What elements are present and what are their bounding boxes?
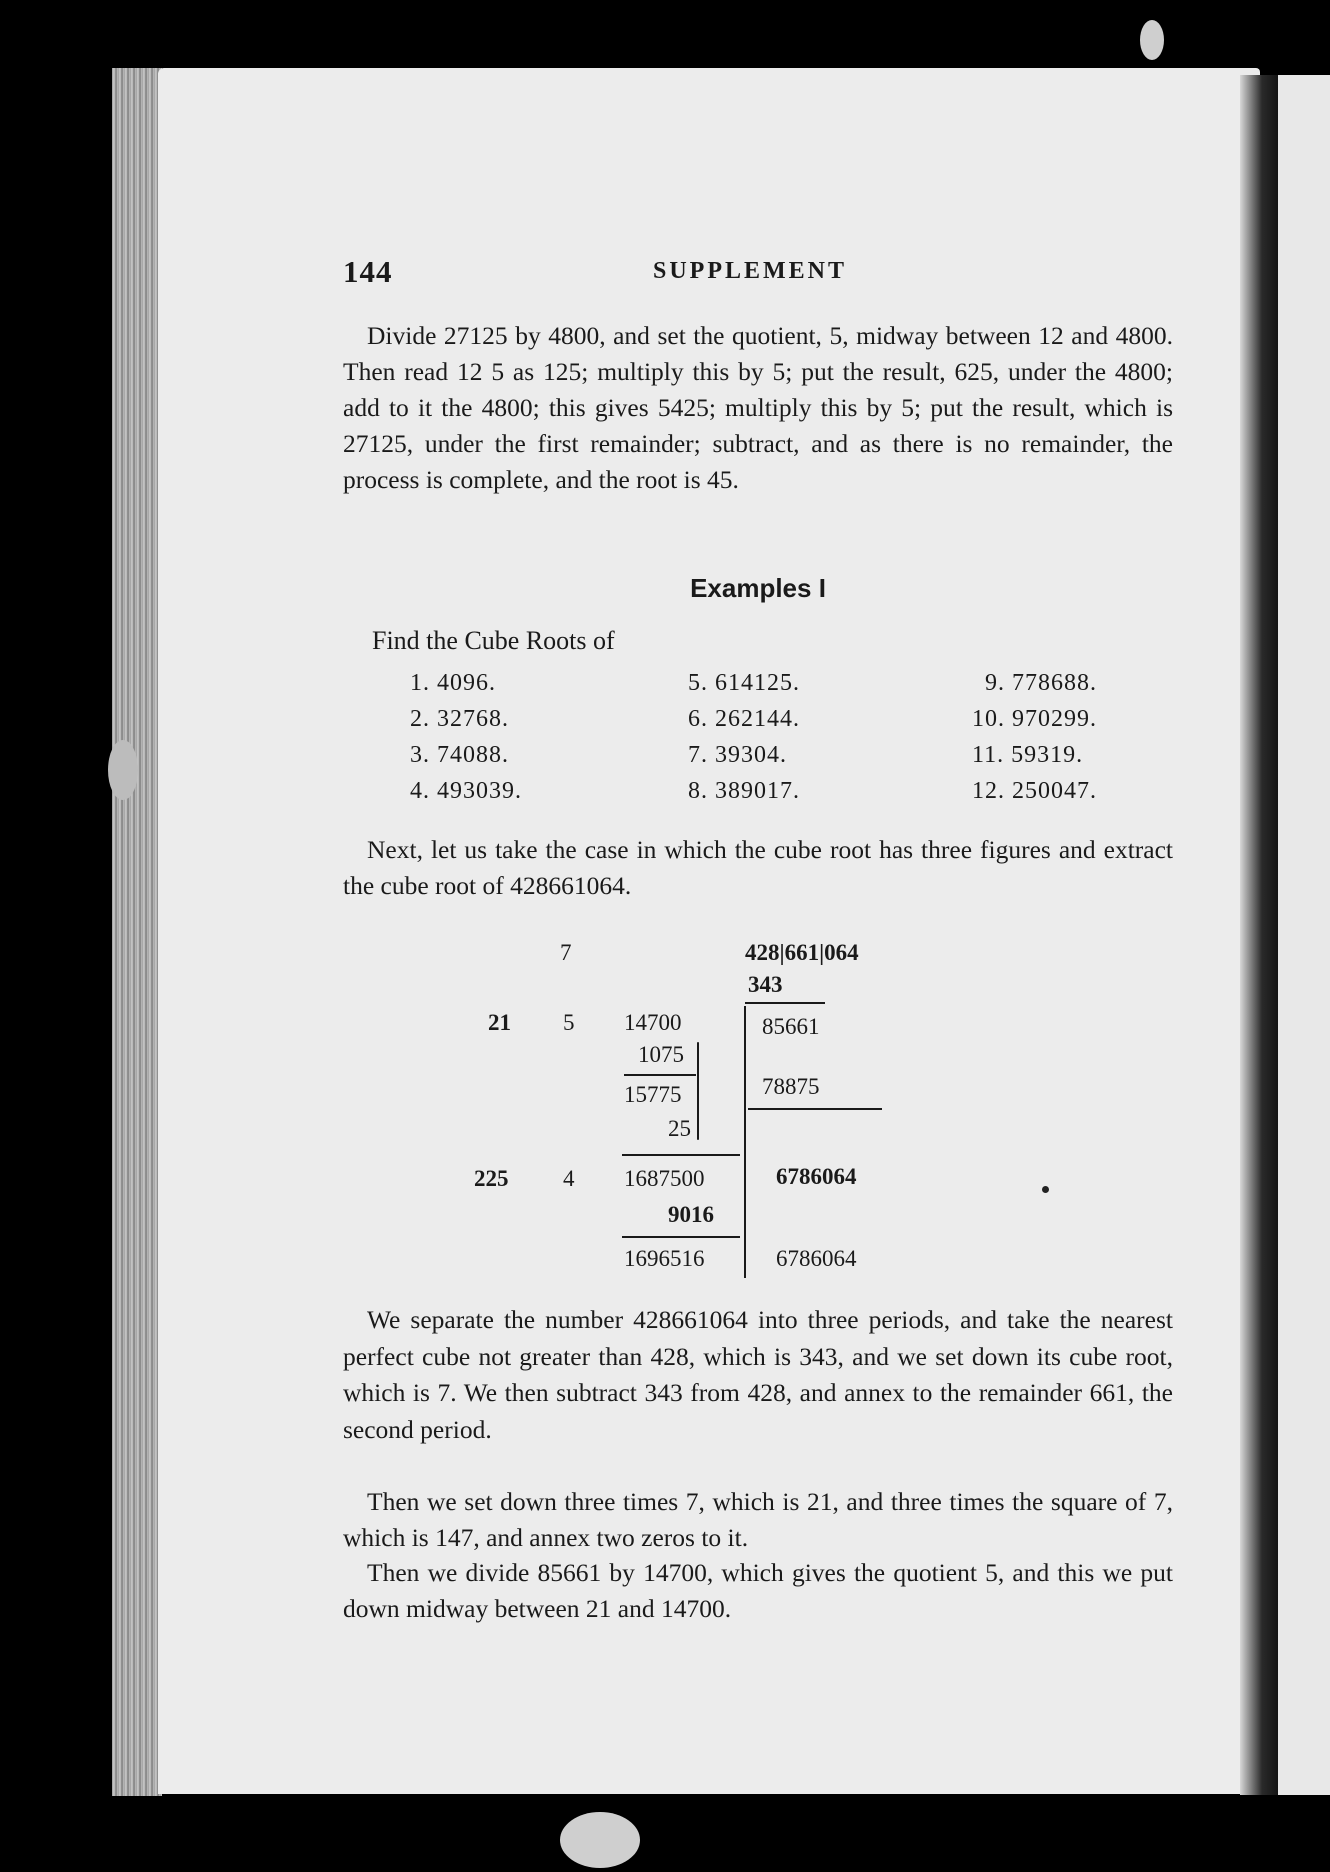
paragraph-three-figure-case [343, 832, 1173, 904]
trial-divisor-1: 14700 [624, 1010, 682, 1035]
scan-blemish [108, 740, 138, 800]
example-item: 6. 262144. [688, 706, 800, 732]
number-periods: 428|661|064 [745, 940, 859, 965]
paragraph-set-down [343, 1484, 1173, 1556]
addend-1b: 25 [668, 1116, 691, 1141]
example-item: 7. 39304. [688, 742, 787, 768]
triple-1: 21 [488, 1010, 511, 1035]
addend-2: 9016 [668, 1202, 714, 1227]
example-item: 5. 614125. [688, 670, 800, 696]
paragraph-text: Then we divide 85661 by 14700, which gives the quotient 5, and this we put down midway between 21 and 14700. [343, 1558, 1173, 1623]
example-item: 12. 250047. [972, 778, 1097, 804]
example-item: 10. 970299. [972, 706, 1097, 732]
paragraph-separate-periods [343, 1302, 1173, 1448]
example-item: 1. 4096. [410, 670, 496, 696]
paragraph-divide [343, 1555, 1173, 1627]
first-cube: 343 [748, 972, 783, 997]
scan-blemish [560, 1812, 640, 1868]
paragraph-text: We separate the number 428661064 into three periods, and take the nearest perfect cube not greater than 428, which is 343, and we set down its cube root, which is 7. We then subtract 343 from 428, and annex to the remainder 661, the second period. [343, 1305, 1173, 1444]
example-item: 4. 493039. [410, 778, 522, 804]
product-2: 6786064 [776, 1246, 857, 1271]
example-item: 8. 389017. [688, 778, 800, 804]
example-item: 2. 32768. [410, 706, 509, 732]
paragraph-text: Next, let us take the case in which the cube root has three figures and extract the cube root of 428661064. [343, 835, 1173, 900]
running-head: SUPPLEMENT [653, 258, 848, 284]
remainder-2: 6786064 [776, 1164, 857, 1189]
addend-1a: 1075 [638, 1042, 684, 1067]
example-item: 3. 74088. [410, 742, 509, 768]
paragraph-division-step [343, 318, 1173, 498]
example-item: 11. 59319. [972, 742, 1084, 768]
facing-page-edge [1278, 75, 1330, 1795]
page-stack-edge [112, 68, 162, 1796]
page-header [343, 254, 1173, 294]
trial-divisor-2: 1687500 [624, 1166, 705, 1191]
examples-intro: Find the Cube Roots of [372, 626, 615, 655]
example-item: 9. 778688. [985, 670, 1097, 696]
paragraph-text: Divide 27125 by 4800, and set the quotient, 5, midway between 12 and 4800. Then read 12 5 as 125; multiply this by 5; put the result, 625, under the 4800; add to it the 4800; this gives 5425; multiply this by 5; put the result, which is 27125, under the first remainder; subtract, and as there is no remainder, the process is complete, and the root is 45. [343, 321, 1173, 494]
remainder-1: 85661 [762, 1014, 820, 1039]
sum-2: 1696516 [624, 1246, 705, 1271]
page-number: 144 [343, 254, 393, 289]
section-title: Examples I [690, 573, 826, 603]
binding-gutter [1240, 75, 1280, 1795]
root-digit-2: 5 [563, 1010, 575, 1035]
triple-2: 225 [474, 1166, 509, 1191]
scan-blemish [1140, 20, 1164, 60]
root-digit-3: 4 [563, 1166, 575, 1191]
root-digit-1: 7 [560, 940, 572, 965]
paragraph-text: Then we set down three times 7, which is 21, and three times the square of 7, which is 147, and annex two zeros to it. [343, 1487, 1173, 1552]
product-1: 78875 [762, 1074, 820, 1099]
sum-1: 15775 [624, 1082, 682, 1107]
